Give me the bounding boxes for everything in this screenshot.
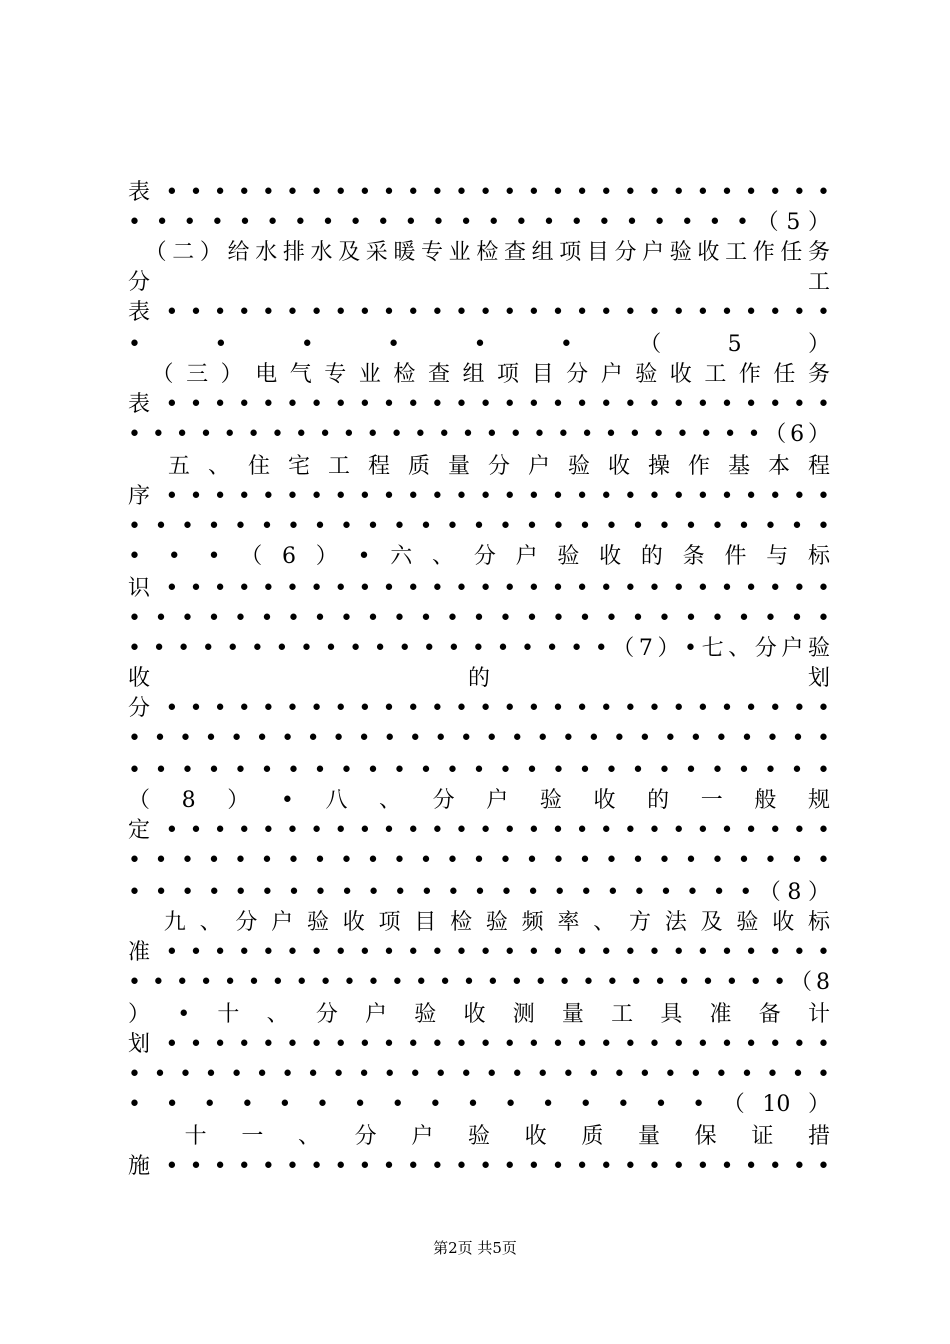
toc-line: 分 • • • • • • • • • • • • • • • • • • • • • • • • • • • • [128,696,830,721]
toc-line: 表 • • • • • • • • • • • • • • • • • • • • • • • • • • • • [128,180,830,205]
toc-line: • • •（6）•六、分户验收的条件与标 [128,544,830,569]
toc-line: • • • • • • • • • • • • • • • • • • • •（7）•七、分户验 [128,636,830,661]
toc-line [128,268,830,298]
toc-line: • • • • • • • • • • • • • • • • • • • • • • •（5） [128,210,830,235]
toc-line: 施 • • • • • • • • • • • • • • • • • • • • • • • • • • • • [128,1154,830,1179]
toc-line: 划 • • • • • • • • • • • • • • • • • • • • • • • • • • • • [128,1032,830,1057]
toc-line: • • • • • • • • • • • • • • • • • • • • • • • •（8） [128,880,830,905]
toc-line: • • • • • • • • • • • • • • • • • • • • • • • • • • • [128,848,830,873]
toc-line: ）•十、分户验收测量工具准备计 [128,1002,830,1027]
toc-line: （8）•八、分户验收的一般规 [128,788,830,813]
toc-line: • • • • • • • • • • • • • • • • • • • • • • • • • • • • [128,1062,830,1087]
toc-line: 序 • • • • • • • • • • • • • • • • • • • • • • • • • • • • [128,484,830,509]
toc-word: 分 [128,270,151,295]
toc-line: 识 • • • • • • • • • • • • • • • • • • • • • • • • • • • • [128,576,830,601]
toc-line: 十一、分户验收质量保证措 [128,1124,830,1149]
toc-word: 划 [807,666,830,691]
toc-line: 表 • • • • • • • • • • • • • • • • • • • • • • • • • • • • [128,392,830,417]
toc-word: 工 [807,270,830,295]
page-footer: 第2页 共5页 [433,1239,517,1257]
toc-line: 准 • • • • • • • • • • • • • • • • • • • • • • • • • • • • [128,940,830,965]
toc-line: • • • • • •（5） [128,332,830,357]
toc-line: 九、分户验收项目检验频率、方法及验收标 [128,910,830,935]
toc-line: （二）给水排水及采暖专业检查组项目分户验收工作任务 [128,240,830,265]
toc-line: • • • • • • • • • • • • • • • • • • • • • • • • • • • [128,758,830,783]
toc-line: • • • • • • • • • • • • • • • • • • • • • • • • • • • • [128,726,830,751]
toc-word: 收 [128,666,151,691]
toc-line: 定 • • • • • • • • • • • • • • • • • • • • • • • • • • • • [128,818,830,843]
toc-line: 五、住宅工程质量分户验收操作基本程 [128,454,830,479]
toc-line: • • • • • • • • • • • • • • • • • • • • • • • • • • • •（8 [128,970,830,995]
toc-line [128,664,830,694]
toc-line: • • • • • • • • • • • • • • • •（10） [128,1092,830,1117]
toc-word: 的 [467,666,490,691]
toc-line: • • • • • • • • • • • • • • • • • • • • • • • • • • • [128,606,830,631]
toc-line: • • • • • • • • • • • • • • • • • • • • • • • • • • • [128,514,830,539]
toc-line: 表 • • • • • • • • • • • • • • • • • • • • • • • • • • • • [128,300,830,325]
toc-line: • • • • • • • • • • • • • • • • • • • • • • • • • • •（6） [128,422,830,447]
toc-line: （三）电气专业检查组项目分户验收工作任务 [128,362,830,387]
